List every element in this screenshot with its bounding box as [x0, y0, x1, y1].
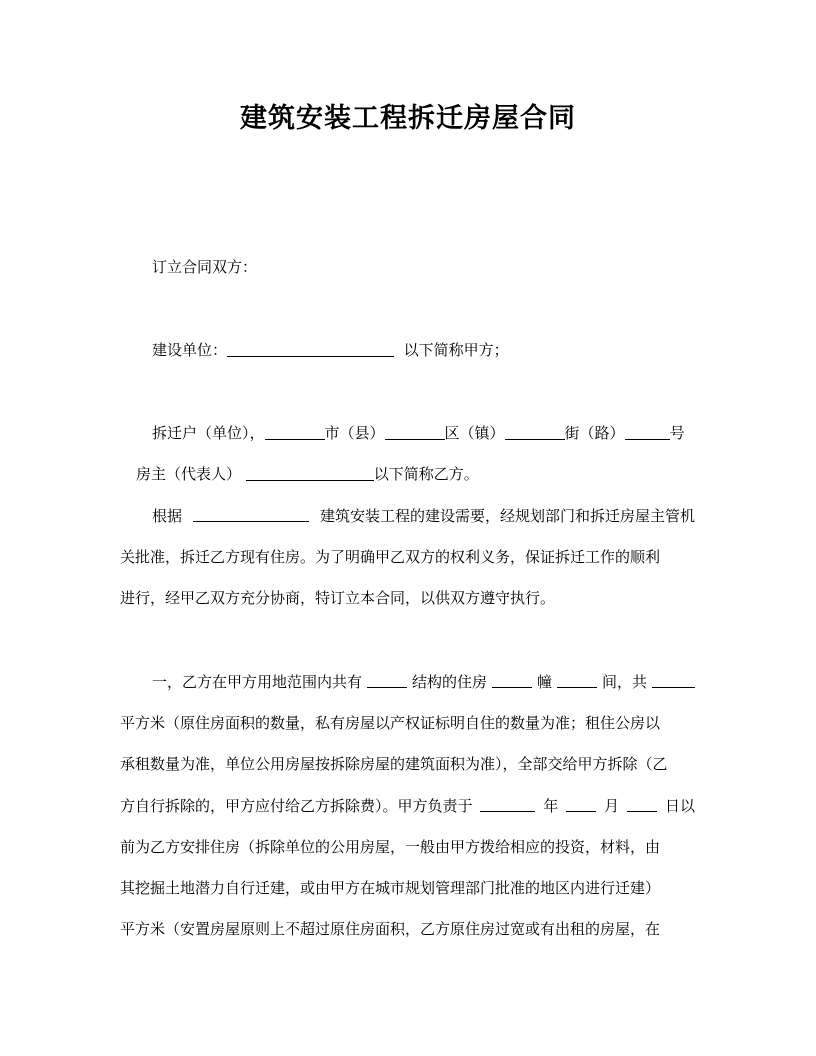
month-label: 月 [604, 797, 620, 815]
project-name-blank [193, 505, 309, 522]
clause-1-line-1-a: 一，乙方在甲方用地范围内共有 [152, 673, 363, 691]
month-blank [566, 795, 596, 812]
owner-name-blank [246, 464, 374, 481]
day-label: 日以 [664, 797, 695, 815]
district-blank [385, 423, 445, 440]
relocatee-address-line [152, 422, 685, 444]
clause-1-line-5: 前为乙方安排住房（拆除单位的公用房屋，一般由甲方拨给相应的投资，材料，由 [120, 838, 661, 856]
relocatee-label: 拆迁户（单位）， [152, 424, 265, 442]
document-title: 建筑安装工程拆迁房屋合同 [240, 103, 576, 134]
year-blank [480, 795, 535, 812]
clause-1-line-1-c: 幢 [536, 673, 552, 691]
owner-suffix: 以下简称乙方。 [373, 465, 479, 483]
number-label: 号 [669, 424, 685, 442]
area-blank [652, 671, 695, 688]
owner-label: 房主（代表人） [136, 465, 242, 483]
city-blank [265, 423, 325, 440]
number-blank [625, 423, 670, 440]
clause-1-line-1 [152, 671, 695, 693]
street-blank [505, 423, 565, 440]
building-count-blank [492, 671, 532, 688]
clause-1-line-4 [120, 795, 695, 817]
builder-suffix: 以下简称甲方； [403, 341, 509, 359]
basis-line-1-text: 建筑安装工程的建设需要，经规划部门和拆迁房屋主管机 [319, 507, 695, 525]
builder-name-blank [227, 340, 394, 357]
builder-line [152, 339, 509, 361]
district-label: 区（镇） [444, 424, 505, 442]
basis-line-1 [152, 505, 695, 527]
clause-1-line-6: 其挖掘土地潜力自行迁建，或由甲方在城市规划管理部门批准的地区内进行迁建） [120, 879, 661, 897]
clause-1-line-1-d: 间，共 [601, 673, 647, 691]
day-blank [627, 795, 657, 812]
owner-line [136, 463, 479, 485]
structure-blank [367, 671, 407, 688]
year-label: 年 [543, 797, 559, 815]
parties-intro: 订立合同双方： [152, 258, 258, 276]
street-label: 街（路） [564, 424, 625, 442]
clause-1-line-4-a: 方自行拆除的，甲方应付给乙方拆除费）。甲方负责于 [120, 797, 473, 815]
clause-1-line-7: 平方米（安置房屋原则上不超过原住房面积，乙方原住房过宽或有出租的房屋，在 [120, 920, 661, 938]
clause-1-line-1-b: 结构的住房 [411, 673, 487, 691]
clause-1-line-2: 平方米（原住房面积的数量，私有房屋以产权证标明自住的数量为准；租住公房以 [120, 714, 661, 732]
builder-label: 建设单位： [152, 341, 228, 359]
city-label: 市（县） [324, 424, 385, 442]
basis-line-3: 进行，经甲乙双方充分协商，特订立本合同，以供双方遵守执行。 [120, 589, 556, 607]
basis-line-2: 关批准，拆迁乙方现有住房。为了明确甲乙双方的权利义务，保证拆迁工作的顺利 [120, 548, 661, 566]
clause-1-line-3: 承租数量为准，单位公用房屋按拆除房屋的建筑面积为准），全部交给甲方拆除（乙 [120, 755, 668, 773]
basis-prefix: 根据 [152, 507, 183, 525]
room-count-blank [557, 671, 597, 688]
